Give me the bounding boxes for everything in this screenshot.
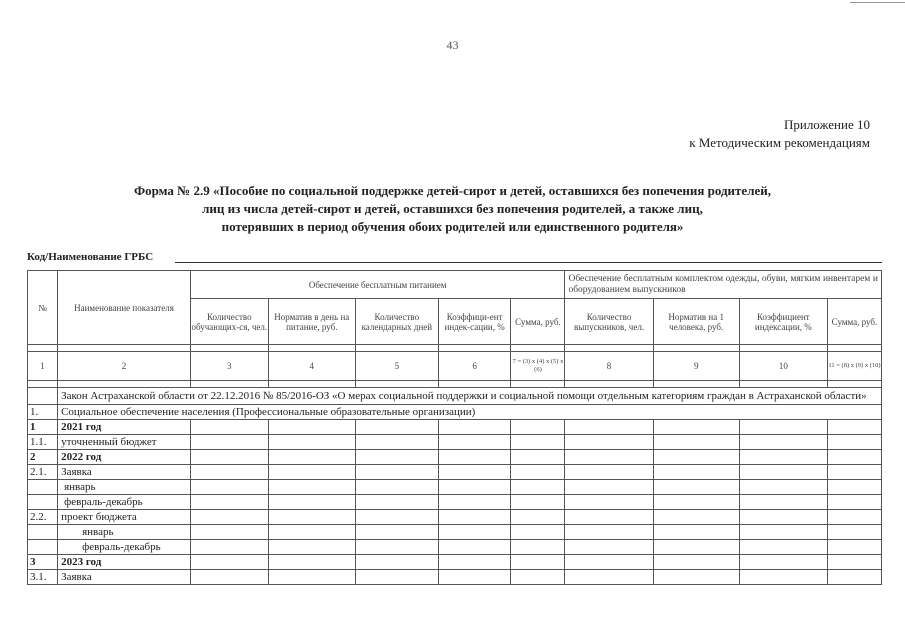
value-cell[interactable] [511, 495, 565, 510]
table-row [28, 435, 882, 450]
value-cell[interactable] [438, 540, 511, 555]
table-row [28, 525, 882, 540]
value-cell[interactable] [565, 510, 653, 525]
row-label: 2023 год [58, 555, 191, 570]
value-cell[interactable] [565, 435, 653, 450]
value-cell[interactable] [268, 465, 355, 480]
value-cell[interactable] [653, 435, 739, 450]
appendix-title: Приложение 10 [783, 117, 870, 132]
value-cell[interactable] [653, 555, 739, 570]
table-row [28, 465, 882, 480]
value-cell[interactable] [739, 480, 827, 495]
table-row [28, 405, 882, 420]
value-cell[interactable] [190, 495, 268, 510]
value-cell[interactable] [653, 465, 739, 480]
value-cell[interactable] [653, 570, 739, 585]
value-cell[interactable] [438, 570, 511, 585]
form-title-line-1: Форма № 2.9 «Пособие по социальной поддержке детей-сирот и детей, оставшихся без попечения родителей, [133, 183, 772, 198]
value-cell[interactable] [739, 420, 827, 435]
value-cell[interactable] [653, 420, 739, 435]
value-cell[interactable] [739, 555, 827, 570]
row-number [28, 525, 58, 540]
row-number [28, 480, 58, 495]
row-label: уточненный бюджет [58, 435, 191, 450]
value-cell[interactable] [268, 555, 355, 570]
column-number: 10 [739, 352, 827, 381]
value-cell[interactable] [438, 525, 511, 540]
value-cell[interactable] [739, 465, 827, 480]
row-label: Социальное обеспечение населения (Профессиональные образовательные организации) [58, 405, 882, 420]
value-cell[interactable] [653, 450, 739, 465]
value-cell[interactable] [438, 420, 511, 435]
table-row [28, 420, 882, 435]
value-cell[interactable] [653, 480, 739, 495]
value-cell[interactable] [653, 495, 739, 510]
value-cell[interactable] [190, 450, 268, 465]
column-number-formula: 7 = (3) x (4) x (5) x (6) [511, 352, 565, 381]
column-number: 1 [28, 352, 58, 381]
value-cell[interactable] [511, 450, 565, 465]
row-number: 1.1. [28, 435, 58, 450]
value-cell[interactable] [739, 510, 827, 525]
value-cell[interactable] [827, 510, 881, 525]
value-cell[interactable] [827, 495, 881, 510]
row-number: 1 [28, 420, 58, 435]
table-row [28, 570, 882, 585]
grbs-label: Код/Наименование ГРБС [27, 251, 154, 263]
header-col-sum-clothing: Сумма, руб. [827, 299, 881, 345]
value-cell[interactable] [653, 525, 739, 540]
value-cell[interactable] [511, 555, 565, 570]
value-cell[interactable] [739, 495, 827, 510]
column-number: 8 [565, 352, 653, 381]
value-cell[interactable] [739, 435, 827, 450]
value-cell[interactable] [827, 570, 881, 585]
header-group-food: Обеспечение бесплатным питанием [190, 271, 565, 299]
value-cell[interactable] [190, 555, 268, 570]
row-label: Заявка [58, 465, 191, 480]
value-cell[interactable] [190, 480, 268, 495]
header-group-clothing: Обеспечение бесплатным комплектом одежды, обуви, мягким инвентарем и оборудованием выпускников [565, 271, 882, 299]
page-number: 43 [446, 38, 459, 52]
edge-mark [850, 2, 905, 3]
row-number: 3.1. [28, 570, 58, 585]
value-cell[interactable] [190, 420, 268, 435]
column-number: 9 [653, 352, 739, 381]
appendix-subtitle: к Методическим рекомендациям [689, 135, 870, 150]
value-cell[interactable] [827, 435, 881, 450]
value-cell[interactable] [438, 450, 511, 465]
value-cell[interactable] [355, 555, 438, 570]
row-label: январь [58, 480, 191, 495]
value-cell[interactable] [355, 540, 438, 555]
value-cell[interactable] [438, 480, 511, 495]
value-cell[interactable] [438, 510, 511, 525]
value-cell[interactable] [511, 480, 565, 495]
value-cell[interactable] [827, 450, 881, 465]
value-cell[interactable] [565, 570, 653, 585]
value-cell[interactable] [739, 540, 827, 555]
value-cell[interactable] [511, 570, 565, 585]
value-cell[interactable] [355, 450, 438, 465]
row-label: январь [58, 525, 191, 540]
header-col-per-person-norm: Норматив на 1 человека, руб. [653, 299, 739, 345]
column-number: 3 [190, 352, 268, 381]
form-title-line-2: лиц из числа детей-сирот и детей, оставшихся без попечения родителей, а также лиц, [202, 201, 703, 216]
value-cell[interactable] [739, 450, 827, 465]
header-col-daily-norm: Норматив в день на питание, руб. [268, 299, 355, 345]
value-cell[interactable] [268, 510, 355, 525]
value-cell[interactable] [268, 420, 355, 435]
value-cell[interactable] [511, 510, 565, 525]
header-col-index-food: Коэффици-ент индек-сации, % [438, 299, 511, 345]
row-label: февраль-декабрь [58, 540, 191, 555]
value-cell[interactable] [739, 525, 827, 540]
row-number: 3 [28, 555, 58, 570]
header-col-sum-food: Сумма, руб. [511, 299, 565, 345]
value-cell[interactable] [268, 525, 355, 540]
row-label: проект бюджета [58, 510, 191, 525]
value-cell[interactable] [355, 495, 438, 510]
value-cell[interactable] [190, 570, 268, 585]
row-number: 1. [28, 405, 58, 420]
table-row [28, 510, 882, 525]
value-cell[interactable] [827, 465, 881, 480]
value-cell[interactable] [565, 480, 653, 495]
value-cell[interactable] [355, 465, 438, 480]
table-row [28, 495, 882, 510]
row-number: 2.1. [28, 465, 58, 480]
value-cell[interactable] [190, 435, 268, 450]
row-number: 2.2. [28, 510, 58, 525]
value-cell[interactable] [565, 495, 653, 510]
value-cell[interactable] [827, 420, 881, 435]
value-cell[interactable] [827, 540, 881, 555]
table-row [28, 540, 882, 555]
grbs-input-line[interactable] [175, 262, 882, 263]
value-cell[interactable] [827, 555, 881, 570]
value-cell[interactable] [268, 480, 355, 495]
header-col-students: Количество обучающих-ся, чел. [190, 299, 268, 345]
value-cell[interactable] [511, 465, 565, 480]
value-cell[interactable] [565, 465, 653, 480]
value-cell[interactable] [190, 525, 268, 540]
column-number: 5 [355, 352, 438, 381]
value-cell[interactable] [268, 570, 355, 585]
row-label: 2022 год [58, 450, 191, 465]
value-cell[interactable] [438, 555, 511, 570]
value-cell[interactable] [827, 480, 881, 495]
value-cell[interactable] [511, 540, 565, 555]
column-number-formula: 11 = (8) x (9) x (10) [827, 352, 881, 381]
value-cell[interactable] [653, 540, 739, 555]
value-cell[interactable] [438, 465, 511, 480]
header-col-index-clothing: Коэффициент индексации, % [739, 299, 827, 345]
row-label: февраль-декабрь [58, 495, 191, 510]
column-number: 4 [268, 352, 355, 381]
value-cell[interactable] [511, 435, 565, 450]
value-cell[interactable] [565, 450, 653, 465]
value-cell[interactable] [565, 555, 653, 570]
value-cell[interactable] [653, 510, 739, 525]
value-cell[interactable] [565, 540, 653, 555]
value-cell[interactable] [190, 465, 268, 480]
value-cell[interactable] [355, 525, 438, 540]
header-col-days: Количество календарных дней [355, 299, 438, 345]
value-cell[interactable] [565, 525, 653, 540]
form-title-line-3: потерявших в период обучения обоих родителей или единственного родителя» [221, 219, 684, 234]
table-row [28, 480, 882, 495]
value-cell[interactable] [355, 570, 438, 585]
header-num: № [28, 271, 58, 345]
row-number [28, 540, 58, 555]
table-row [28, 450, 882, 465]
row-label: Заявка [58, 570, 191, 585]
value-cell[interactable] [268, 435, 355, 450]
header-name: Наименование показателя [58, 271, 191, 345]
value-cell[interactable] [565, 420, 653, 435]
row-label: 2021 год [58, 420, 191, 435]
column-number: 6 [438, 352, 511, 381]
value-cell[interactable] [268, 495, 355, 510]
table-row [28, 555, 882, 570]
law-text: Закон Астраханской области от 22.12.2016 № 85/2016-ОЗ «О мерах социальной поддержки и социальной помощи отдельным категориям граждан в Астраханской области» [58, 388, 882, 405]
value-cell[interactable] [827, 525, 881, 540]
value-cell[interactable] [355, 510, 438, 525]
table-body [28, 405, 882, 585]
row-number [28, 495, 58, 510]
header-col-graduates: Количество выпускников, чел. [565, 299, 653, 345]
row-number: 2 [28, 450, 58, 465]
value-cell[interactable] [739, 570, 827, 585]
value-cell[interactable] [268, 450, 355, 465]
value-cell[interactable] [355, 435, 438, 450]
column-number: 2 [58, 352, 191, 381]
value-cell[interactable] [511, 420, 565, 435]
value-cell[interactable] [190, 540, 268, 555]
value-cell[interactable] [511, 525, 565, 540]
value-cell[interactable] [355, 480, 438, 495]
value-cell[interactable] [438, 435, 511, 450]
value-cell[interactable] [190, 510, 268, 525]
form-table [27, 270, 882, 585]
law-num-cell [28, 388, 58, 405]
value-cell[interactable] [268, 540, 355, 555]
value-cell[interactable] [438, 495, 511, 510]
value-cell[interactable] [355, 420, 438, 435]
